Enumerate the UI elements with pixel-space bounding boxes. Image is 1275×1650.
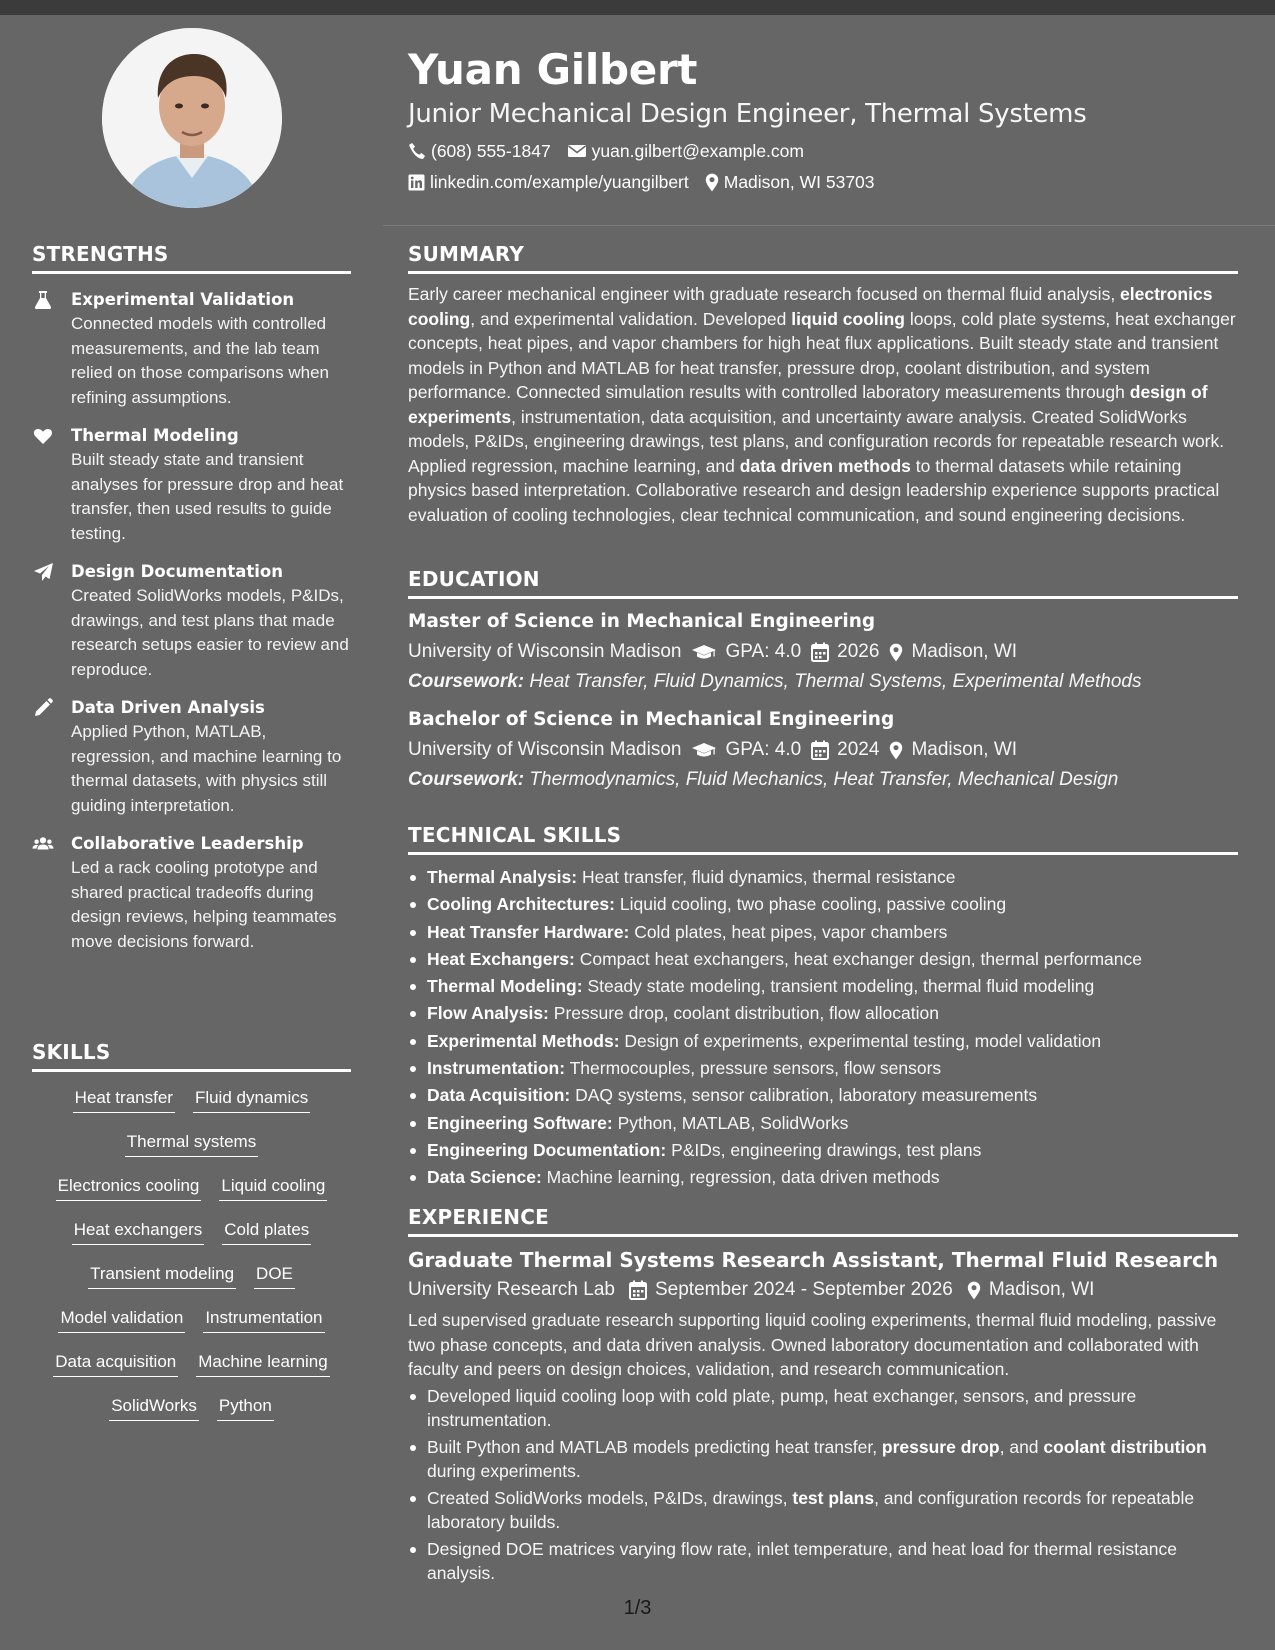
- summary-highlight: design of experiments: [408, 382, 1208, 427]
- map-pin-icon: [967, 1281, 981, 1300]
- degree-title: Master of Science in Mechanical Engineering: [408, 611, 876, 632]
- skill-chip: Heat transfer: [73, 1086, 175, 1113]
- coursework-label: Coursework:: [408, 769, 525, 790]
- map-pin-icon: [705, 173, 719, 192]
- bullet-text: Developed liquid cooling loop with cold plate, pump, heat exchanger, sensors, and pressure instrumentation.: [427, 1385, 1137, 1430]
- skill-chip: Cold plates: [222, 1218, 311, 1245]
- map-pin-icon: [889, 643, 903, 662]
- job-bullets: [408, 1384, 1238, 1586]
- candidate-name: Yuan Gilbert: [408, 45, 698, 94]
- candidate-role: Junior Mechanical Design Engineer, Thermal Systems: [408, 99, 1087, 129]
- skill-label: Data Acquisition:: [427, 1085, 571, 1106]
- strength-desc: Applied Python, MATLAB, regression, and machine learning to thermal datasets, with physics still guiding interpretation.: [71, 722, 342, 815]
- bullet-highlight: pressure drop: [881, 1436, 1000, 1457]
- skill-chip: DOE: [254, 1262, 295, 1289]
- strength-item: [32, 560, 351, 682]
- bullet-highlight: test plans: [792, 1487, 875, 1508]
- strength-item: [32, 832, 351, 954]
- strength-title: Design Documentation: [71, 562, 284, 581]
- graduation-cap-icon: [691, 643, 717, 661]
- technical-skills-section: [408, 823, 1238, 1192]
- list-item: [408, 1137, 1238, 1164]
- summary-segment: , instrumentation, data acquisition, and uncertainty aware analysis. Created SolidWorks models, P&IDs, engineering drawings, test plans, and configuration records for repeatable research work. Applied regression, machine learning, and: [408, 406, 1225, 476]
- job-meta: [408, 1276, 1238, 1304]
- list-item: [408, 946, 1238, 973]
- linkedin-url: linkedin.com/example/yuangilbert: [430, 172, 689, 192]
- skill-label: Data Science:: [427, 1167, 542, 1188]
- bullet-highlight: coolant distribution: [1043, 1436, 1207, 1457]
- strength-item: [32, 696, 351, 818]
- page-number: 1/3: [623, 1597, 652, 1619]
- calendar-icon: [629, 1280, 647, 1300]
- gpa-text: GPA: 4.0: [725, 641, 802, 662]
- coursework: [408, 766, 1238, 794]
- bullet-text: Built Python and MATLAB models predicting heat transfer,: [427, 1436, 882, 1457]
- skill-chip: Machine learning: [196, 1350, 329, 1377]
- map-pin-icon: [889, 741, 903, 760]
- organization-name: University Research Lab: [408, 1279, 615, 1300]
- pencil-icon: [32, 697, 54, 719]
- strength-desc: Connected models with controlled measurements, and the lab team relied on those comparisons when refining assumptions.: [71, 314, 329, 407]
- skills-section: [32, 1040, 351, 1421]
- contact-row-1: [408, 140, 1238, 162]
- skill-label: Thermal Modeling:: [427, 976, 583, 997]
- contact-row-2: [408, 171, 1238, 193]
- strength-desc: Created SolidWorks models, P&IDs, drawings, and test plans that made research setups easier to review and reproduce.: [71, 586, 349, 679]
- coursework-list: Thermodynamics, Fluid Mechanics, Heat Transfer, Mechanical Design: [529, 769, 1119, 790]
- paper-plane-icon: [32, 561, 54, 583]
- skill-value: Steady state modeling, transient modeling, thermal fluid modeling: [587, 976, 1095, 997]
- strength-item: [32, 288, 351, 410]
- bullet-text: , and: [999, 1436, 1044, 1457]
- location-text: Madison, WI 53703: [723, 172, 875, 192]
- phone-icon: [408, 142, 426, 160]
- degree-title: Bachelor of Science in Mechanical Engineering: [408, 709, 895, 730]
- gpa-meta: [691, 638, 801, 666]
- gpa-meta: [691, 736, 801, 764]
- strength-title: Thermal Modeling: [71, 426, 239, 445]
- year-text: 2026: [837, 641, 880, 662]
- skills-title: SKILLS: [32, 1040, 351, 1072]
- list-item: [408, 891, 1238, 918]
- flask-icon: [32, 289, 54, 311]
- linkedin-icon: [408, 174, 425, 191]
- list-item: [408, 919, 1238, 946]
- school-name: University of Wisconsin Madison: [408, 739, 682, 760]
- list-item: [408, 864, 1238, 891]
- bullet-text: Created SolidWorks models, P&IDs, drawings,: [427, 1487, 793, 1508]
- calendar-icon: [811, 642, 829, 662]
- email-address: yuan.gilbert@example.com: [591, 141, 804, 161]
- profile-photo: [102, 28, 282, 208]
- list-item: [408, 1028, 1238, 1055]
- summary-section: [408, 242, 1238, 527]
- skill-chip: Liquid cooling: [219, 1174, 327, 1201]
- phone-number: (608) 555-1847: [431, 141, 551, 161]
- coursework-label: Coursework:: [408, 671, 525, 692]
- education-section: [408, 567, 1238, 794]
- experience-title: EXPERIENCE: [408, 1205, 1238, 1237]
- summary-highlight: electronics cooling: [408, 284, 1213, 329]
- education-meta: [408, 736, 1238, 764]
- skill-label: Engineering Documentation:: [427, 1139, 667, 1160]
- job-title: Graduate Thermal Systems Research Assistant, Thermal Fluid Research: [408, 1248, 1219, 1272]
- location-contact: [705, 171, 875, 193]
- skill-label: Cooling Architectures:: [427, 894, 615, 915]
- year-meta: [811, 638, 879, 666]
- list-item: [408, 1000, 1238, 1027]
- list-item: [408, 1055, 1238, 1082]
- skill-value: Design of experiments, experimental testing, model validation: [624, 1030, 1102, 1051]
- heart-icon: [32, 425, 54, 447]
- summary-segment: loops, cold plate systems, heat exchanger concepts, heat pipes, and vapor chambers for high heat flux applications. Built steady state and transient models in Python and MATLAB for heat transfer, pressure drop, coolant distribution, and system performance. Connected simulation results with controlled laboratory measurements through: [408, 308, 1236, 402]
- list-item: [408, 1164, 1238, 1191]
- top-bar: [0, 0, 1275, 15]
- strength-title: Experimental Validation: [71, 290, 295, 309]
- experience-section: [408, 1205, 1238, 1588]
- school-name: University of Wisconsin Madison: [408, 641, 682, 662]
- list-item: [408, 1435, 1238, 1484]
- year-text: 2024: [837, 739, 880, 760]
- skill-value: Compact heat exchangers, heat exchanger design, thermal performance: [579, 948, 1142, 969]
- summary-segment: Early career mechanical engineer with graduate research focused on thermal fluid analysis,: [408, 284, 1121, 304]
- summary-title: SUMMARY: [408, 242, 1238, 274]
- strength-item: [32, 424, 351, 546]
- skills-chips: [32, 1086, 351, 1421]
- strength-desc: Led a rack cooling prototype and shared practical tradeoffs during design reviews, helping teammates move decisions forward.: [71, 858, 337, 951]
- skill-value: Heat transfer, fluid dynamics, thermal resistance: [581, 867, 956, 887]
- header-divider: [383, 225, 1275, 226]
- skill-chip: Model validation: [58, 1306, 185, 1333]
- skill-value: Machine learning, regression, data driven methods: [546, 1167, 940, 1188]
- bullet-text: Designed DOE matrices varying flow rate, inlet temperature, and heat load for thermal resistance analysis.: [427, 1538, 1177, 1583]
- skill-chip: Data acquisition: [53, 1350, 178, 1377]
- education-item: [408, 707, 1238, 794]
- skill-chip: Fluid dynamics: [193, 1086, 310, 1113]
- coursework-list: Heat Transfer, Fluid Dynamics, Thermal Systems, Experimental Methods: [529, 671, 1142, 692]
- dates-meta: [629, 1276, 953, 1304]
- list-item: [408, 1384, 1238, 1433]
- list-item: [408, 1486, 1238, 1535]
- skill-label: Heat Transfer Hardware:: [427, 921, 630, 942]
- education-meta: [408, 638, 1238, 666]
- skill-value: DAQ systems, sensor calibration, laboratory measurements: [575, 1085, 1038, 1106]
- education-title: EDUCATION: [408, 567, 1238, 599]
- users-icon: [32, 833, 54, 855]
- skill-value: Thermocouples, pressure sensors, flow sensors: [569, 1058, 942, 1079]
- summary-segment: , and experimental validation. Developed: [470, 308, 792, 329]
- summary-segment: to thermal datasets while retaining physics based interpretation. Collaborative research and design leadership experience supports practical evaluation of cooling technologies, clear technical communication, and sound engineering decisions.: [408, 455, 1220, 525]
- linkedin-contact[interactable]: [408, 171, 689, 193]
- technical-skills-title: TECHNICAL SKILLS: [408, 823, 1238, 855]
- strength-title: Collaborative Leadership: [71, 834, 304, 853]
- list-item: [408, 1110, 1238, 1137]
- skill-value: Cold plates, heat pipes, vapor chambers: [634, 921, 948, 942]
- phone-contact[interactable]: [408, 140, 551, 162]
- skill-chip: Python: [217, 1394, 274, 1421]
- skill-chip: SolidWorks: [109, 1394, 199, 1421]
- technical-skills-list: [408, 864, 1238, 1192]
- resume-header: [408, 44, 1238, 193]
- calendar-icon: [811, 740, 829, 760]
- location-meta: [889, 736, 1017, 764]
- skill-chip: Instrumentation: [203, 1306, 324, 1333]
- summary-highlight: liquid cooling: [791, 308, 905, 329]
- skill-label: Instrumentation:: [427, 1058, 566, 1079]
- skill-value: Liquid cooling, two phase cooling, passive cooling: [619, 894, 1007, 915]
- strengths-section: [32, 242, 351, 954]
- bullet-text: during experiments.: [427, 1461, 581, 1481]
- portrait-icon: [102, 28, 282, 208]
- summary-highlight: data driven methods: [739, 455, 911, 476]
- location-text: Madison, WI: [988, 1279, 1095, 1300]
- location-text: Madison, WI: [911, 641, 1018, 662]
- summary-text: [408, 282, 1238, 527]
- email-contact[interactable]: [567, 140, 804, 162]
- gpa-text: GPA: 4.0: [725, 739, 802, 760]
- list-item: [408, 1082, 1238, 1109]
- bullet-text: , and configuration records for repeatable laboratory builds.: [427, 1487, 1195, 1532]
- graduation-cap-icon: [691, 741, 717, 759]
- envelope-icon: [567, 143, 587, 159]
- skill-chip: Transient modeling: [88, 1262, 236, 1289]
- location-meta: [889, 638, 1017, 666]
- skill-value: Python, MATLAB, SolidWorks: [617, 1112, 849, 1133]
- skill-label: Thermal Analysis:: [427, 867, 578, 887]
- year-meta: [811, 736, 879, 764]
- list-item: [408, 973, 1238, 1000]
- skill-chip: Heat exchangers: [72, 1218, 205, 1245]
- skill-label: Engineering Software:: [427, 1112, 613, 1133]
- coursework: [408, 668, 1238, 696]
- job-dates: September 2024 - September 2026: [654, 1279, 953, 1300]
- skill-chip: Electronics cooling: [56, 1174, 202, 1201]
- skill-value: Pressure drop, coolant distribution, flow allocation: [553, 1003, 939, 1024]
- location-text: Madison, WI: [911, 739, 1018, 760]
- list-item: [408, 1537, 1238, 1586]
- skill-label: Heat Exchangers:: [427, 948, 575, 969]
- strength-desc: Built steady state and transient analyses for pressure drop and heat transfer, then used results to guide testing.: [71, 450, 344, 543]
- strength-title: Data Driven Analysis: [71, 698, 265, 717]
- education-item: [408, 609, 1238, 696]
- location-meta: [967, 1276, 1095, 1304]
- skill-label: Flow Analysis:: [427, 1003, 549, 1024]
- skill-chip: Thermal systems: [125, 1130, 258, 1157]
- skill-value: P&IDs, engineering drawings, test plans: [671, 1139, 982, 1160]
- strengths-title: STRENGTHS: [32, 242, 351, 274]
- skill-label: Experimental Methods:: [427, 1030, 620, 1051]
- job-description: Led supervised graduate research supporting liquid cooling experiments, thermal fluid modeling, passive two phase concepts, and data driven analysis. Owned laboratory documentation and collaborated with faculty and peers on design choices, validation, and research communication.: [408, 1310, 1217, 1379]
